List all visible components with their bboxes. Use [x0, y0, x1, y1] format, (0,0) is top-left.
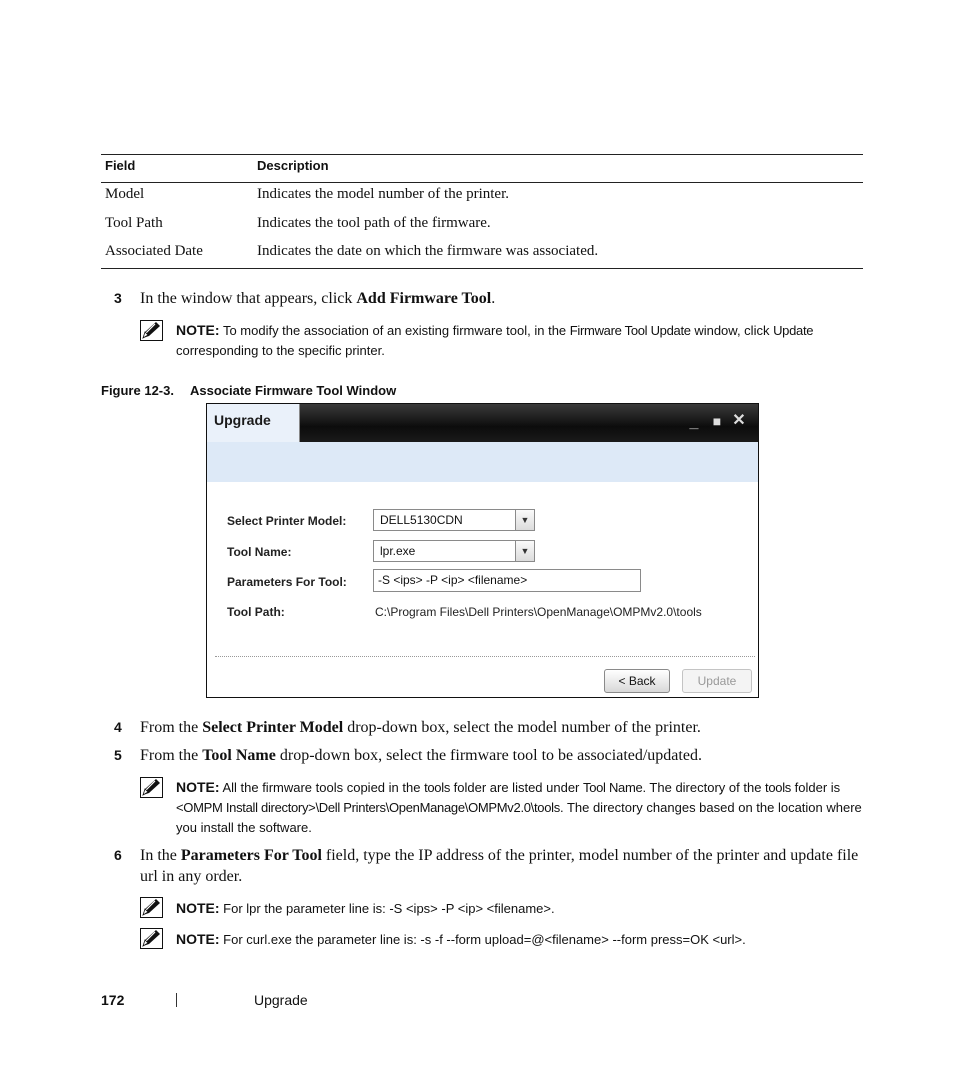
note-text: . The directory changes based on the location where you install the software.	[176, 800, 862, 835]
step-number: 3	[114, 290, 122, 306]
window-header-band	[207, 442, 758, 482]
parameters-label: Parameters For Tool:	[227, 575, 347, 589]
dropdown-arrow-icon[interactable]: ▼	[515, 541, 534, 561]
table-bottom-rule	[101, 268, 863, 269]
note-text: For curl.exe the parameter line is: -s -f --form upload=@<filename> --form press=OK <url>.	[219, 932, 746, 947]
step-text: drop-down box, select the model number of the printer.	[343, 719, 701, 736]
step-ui-term: Tool Name	[202, 747, 276, 764]
table-cell-description: Indicates the tool path of the firmware.	[257, 215, 491, 231]
step-text: From the	[140, 719, 203, 736]
window-separator	[215, 656, 755, 657]
update-button[interactable]: Update	[682, 669, 752, 693]
note-text: folder are listed under	[450, 780, 583, 795]
step-text: From the	[140, 747, 203, 764]
note-3-text	[176, 898, 862, 919]
printer-model-value: DELL5130CDN	[380, 513, 463, 527]
note-text: . The directory of the	[642, 780, 766, 795]
note-ui-term: Tool Name	[583, 780, 643, 795]
table-cell-field: Associated Date	[105, 243, 203, 259]
note-text: All the firmware tools copied in the	[219, 780, 425, 795]
printer-model-dropdown[interactable]	[373, 509, 535, 531]
note-pencil-icon	[140, 928, 163, 949]
back-button[interactable]: < Back	[604, 669, 670, 693]
step-text: In the	[140, 847, 181, 864]
upgrade-window	[206, 403, 759, 698]
note-label: NOTE:	[176, 779, 220, 795]
step-number: 5	[114, 747, 122, 763]
note-text: folder is	[791, 780, 841, 795]
minimize-icon[interactable]: _	[689, 414, 699, 431]
tool-path-value: C:\Program Files\Dell Printers\OpenManage\OMPMv2.0\tools	[375, 605, 702, 619]
parameters-input[interactable]	[373, 569, 641, 592]
figure-title: Associate Firmware Tool Window	[189, 383, 397, 398]
step-ui-term: Add Firmware Tool	[356, 290, 492, 307]
step-text: field, type the IP address of the printer, model number of the printer and update file url in any order.	[140, 847, 859, 885]
tool-name-dropdown[interactable]	[373, 540, 535, 562]
close-icon[interactable]: ✕	[732, 412, 746, 429]
parameters-value: -S <ips> -P <ip> <filename>	[378, 573, 528, 587]
page-number: 172	[101, 992, 125, 1008]
tool-path-label: Tool Path:	[227, 605, 285, 619]
note-text: corresponding to the specific printer.	[176, 343, 385, 358]
table-header-rule	[101, 182, 863, 183]
note-label: NOTE:	[176, 322, 220, 338]
note-text: For lpr the parameter line is: -S <ips> -P <ip> <filename>.	[219, 901, 555, 916]
note-ui-term: Firmware Tool Update	[569, 323, 691, 338]
step-ui-term: Parameters For Tool	[180, 847, 322, 864]
step-text: drop-down box, select the firmware tool to be associated/updated.	[275, 747, 702, 764]
note-label: NOTE:	[176, 900, 220, 916]
step-4-text	[140, 717, 862, 738]
step-text: In the window that appears, click	[140, 290, 357, 307]
step-number: 4	[114, 719, 122, 735]
note-label: NOTE:	[176, 931, 220, 947]
note-pencil-icon	[140, 777, 163, 798]
table-header-field: Field	[105, 158, 136, 173]
step-3-text	[140, 288, 862, 309]
window-body	[207, 482, 758, 697]
note-pencil-icon	[140, 897, 163, 918]
figure-number: Figure 12-3.	[101, 383, 174, 398]
note-ui-term: Update	[773, 323, 814, 338]
note-pencil-icon	[140, 320, 163, 341]
window-tab-title: Upgrade	[214, 412, 271, 428]
tool-name-label: Tool Name:	[227, 545, 292, 559]
table-top-rule	[101, 154, 863, 155]
step-ui-term: Select Printer Model	[202, 719, 344, 736]
note-ui-term: tools	[765, 780, 792, 795]
dropdown-arrow-icon[interactable]: ▼	[515, 510, 534, 530]
note-1-text	[176, 320, 862, 361]
step-text: .	[491, 290, 496, 307]
figure-caption	[101, 383, 396, 398]
note-ui-term: tools	[424, 780, 451, 795]
table-header-description: Description	[257, 158, 329, 173]
tool-name-value: lpr.exe	[380, 544, 416, 558]
step-number: 6	[114, 847, 122, 863]
table-cell-description: Indicates the model number of the printer.	[257, 186, 510, 202]
maximize-icon[interactable]: ■	[712, 413, 722, 429]
step-6-text	[140, 845, 862, 887]
footer-section-title: Upgrade	[254, 992, 308, 1008]
table-cell-description: Indicates the date on which the firmware was associated.	[257, 243, 599, 259]
note-text: window, click	[690, 323, 774, 338]
note-ui-term: <OMPM Install directory>\Dell Printers\OpenManage\OMPMv2.0\tools	[176, 800, 560, 815]
note-text: To modify the association of an existing firmware tool, in the	[219, 323, 570, 338]
table-cell-field: Tool Path	[105, 215, 163, 231]
printer-model-label: Select Printer Model:	[227, 514, 347, 528]
step-5-text	[140, 745, 862, 766]
note-4-text	[176, 929, 862, 950]
note-2-text	[176, 777, 862, 838]
footer-divider	[176, 993, 177, 1007]
table-cell-field: Model	[105, 186, 145, 202]
